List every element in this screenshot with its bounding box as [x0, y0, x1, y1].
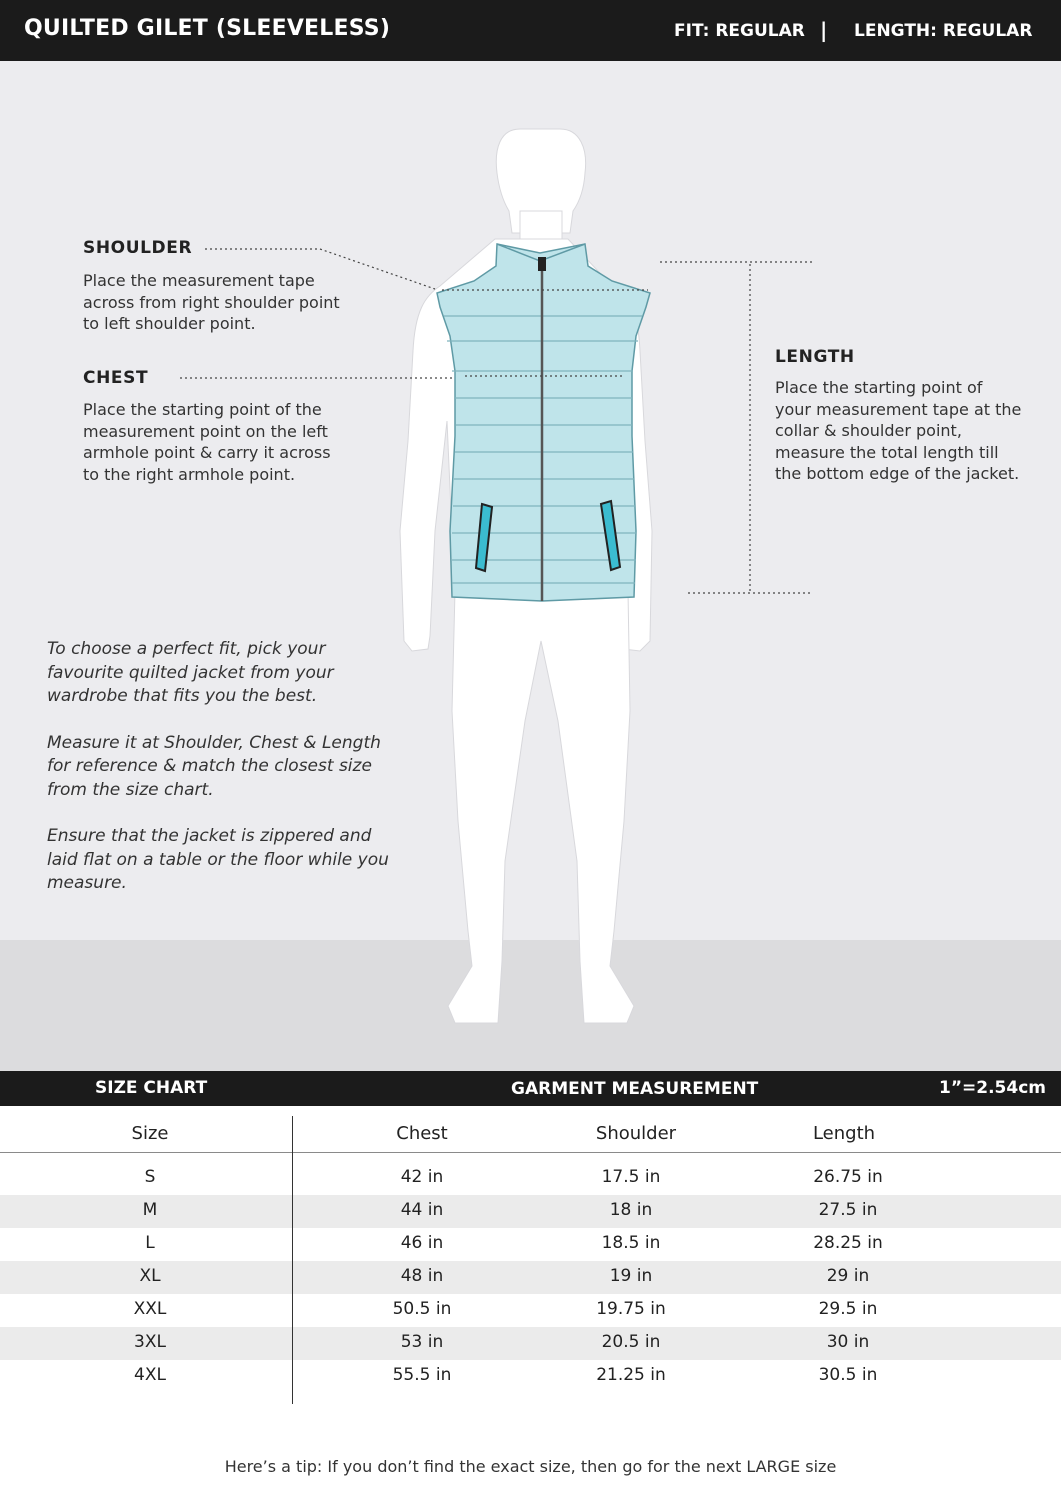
cell-length: 30.5 in: [818, 1365, 878, 1385]
page-title: QUILTED GILET (SLEEVELESS): [24, 16, 391, 41]
cell-shoulder: 18 in: [609, 1200, 653, 1220]
cell-size: M: [142, 1200, 158, 1220]
tip-line: from the size chart.: [47, 779, 214, 800]
chest-desc-line: measurement point on the left: [83, 421, 328, 441]
tip-line: measure.: [47, 873, 127, 893]
tip-line: laid flat on a table or the floor while you: [47, 849, 389, 870]
shoulder-desc-line: across from right shoulder point: [83, 292, 340, 312]
length-desc-line: collar & shoulder point,: [775, 421, 962, 440]
cell-shoulder: 19 in: [609, 1266, 653, 1286]
size-chart-title: SIZE CHART: [95, 1078, 208, 1098]
chest-label: CHEST: [83, 368, 149, 388]
fit-label: FIT: REGULAR: [674, 21, 805, 41]
table-row: [0, 1162, 1061, 1195]
tip-line: wardrobe that fits you the best.: [47, 686, 318, 706]
column-header-size: Size: [131, 1123, 169, 1144]
cell-chest: 48 in: [400, 1266, 444, 1286]
garment-measurement-title: GARMENT MEASUREMENT: [511, 1079, 759, 1099]
cell-size: XL: [139, 1266, 161, 1286]
tip-line: Ensure that the jacket is zippered and: [47, 826, 372, 846]
table-row: [0, 1228, 1061, 1261]
fit-tip-paragraph: [47, 825, 389, 896]
column-header-shoulder: Shoulder: [595, 1123, 677, 1144]
cell-chest: 53 in: [400, 1332, 444, 1352]
length-desc-line: the bottom edge of the jacket.: [775, 464, 1020, 483]
cell-shoulder: 19.75 in: [596, 1299, 666, 1319]
length-label: LENGTH: [775, 347, 855, 367]
chest-desc-line: Place the starting point of the: [83, 400, 322, 419]
cell-chest: 50.5 in: [392, 1299, 452, 1319]
cell-length: 29 in: [826, 1266, 870, 1286]
chest-desc-line: to the right armhole point.: [83, 464, 296, 484]
fit-tip-paragraph: [47, 732, 389, 803]
cell-chest: 55.5 in: [392, 1365, 452, 1385]
cell-chest: 44 in: [400, 1200, 444, 1220]
cell-chest: 42 in: [400, 1167, 444, 1187]
measurement-diagram: [0, 61, 1061, 1071]
table-row: [0, 1327, 1061, 1360]
header-rule: [0, 1152, 1061, 1153]
cell-length: 27.5 in: [818, 1200, 878, 1220]
length-desc-line: Place the starting point of: [775, 378, 983, 397]
length-desc-line: your measurement tape at the: [775, 399, 1022, 419]
cell-shoulder: 21.25 in: [596, 1365, 666, 1385]
size-table: [0, 1106, 1061, 1500]
column-header-chest: Chest: [396, 1123, 448, 1144]
column-divider: [292, 1116, 293, 1404]
tip-line: for reference & match the closest size: [47, 756, 372, 776]
cell-length: 26.75 in: [813, 1167, 883, 1187]
footer-tip: Here’s a tip: If you don’t find the exact size, then go for the next LARGE size: [224, 1457, 837, 1476]
shoulder-description: [83, 270, 340, 335]
size-chart-header: [0, 1071, 1061, 1106]
table-row: [0, 1360, 1061, 1393]
cell-length: 29.5 in: [818, 1299, 878, 1319]
cell-size: 4XL: [134, 1365, 166, 1385]
unit-conversion: 1”=2.54cm: [939, 1078, 1046, 1098]
table-row: [0, 1261, 1061, 1294]
mannequin-illustration: [0, 61, 1061, 1071]
length-type-label: LENGTH: REGULAR: [854, 21, 1033, 41]
shoulder-desc-line: Place the measurement tape: [83, 271, 315, 290]
length-description: [775, 377, 1021, 485]
cell-chest: 46 in: [400, 1233, 444, 1253]
cell-size: S: [144, 1167, 156, 1187]
fit-tips: [47, 638, 389, 919]
tip-line: Measure it at Shoulder, Chest & Length: [47, 732, 381, 753]
cell-shoulder: 17.5 in: [601, 1167, 661, 1187]
cell-size: 3XL: [134, 1332, 166, 1352]
shoulder-label: SHOULDER: [83, 238, 193, 258]
top-bar: [0, 0, 1061, 61]
table-row: [0, 1294, 1061, 1327]
length-desc-line: measure the total length till: [775, 442, 999, 462]
cell-length: 28.25 in: [813, 1233, 883, 1253]
chest-description: [83, 399, 331, 485]
cell-size: L: [145, 1233, 155, 1253]
fit-tip-paragraph: [47, 638, 389, 709]
tip-line: favourite quilted jacket from your: [47, 662, 334, 683]
cell-shoulder: 18.5 in: [601, 1233, 661, 1253]
cell-shoulder: 20.5 in: [601, 1332, 661, 1352]
chest-desc-line: armhole point & carry it across: [83, 443, 331, 462]
table-row: [0, 1195, 1061, 1228]
cell-size: XXL: [133, 1299, 167, 1319]
gilet-illustration: [437, 244, 650, 601]
tip-line: To choose a perfect fit, pick your: [47, 639, 326, 659]
header-separator: |: [820, 18, 828, 42]
shoulder-desc-line: to left shoulder point.: [83, 314, 256, 333]
cell-length: 30 in: [826, 1332, 870, 1352]
column-header-length: Length: [812, 1123, 876, 1144]
